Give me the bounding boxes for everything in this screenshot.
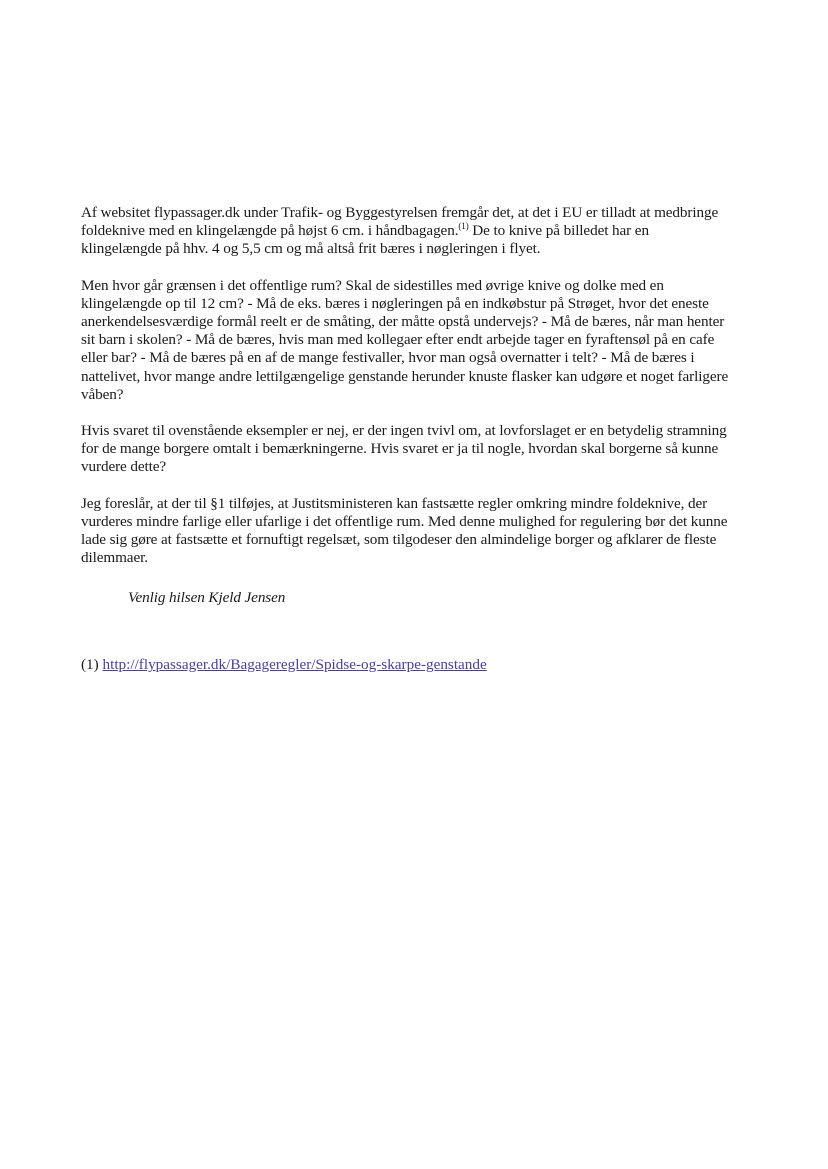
paragraph-1-text: Af websitet flypassager.dk under Trafik- og Byggestyrelsen fremgår det, at det i EU er tilladt at medbringe foldeknive med en klingelængde på højst 6 cm. i håndbagagen. — [81, 204, 719, 240]
paragraph-1-text-continued: De to knive på billedet har en klingelængde på hhv. 4 og 5,5 cm og må altså frit bæres i nøgleringen i flyet. — [81, 222, 649, 258]
footnote-marker: (1) — [81, 656, 99, 673]
footnote-reference[interactable]: (1) — [458, 221, 469, 232]
paragraph-2: Men hvor går grænsen i det offentlige rum? Skal de sidestilles med øvrige knive og dolke med en klingelængde op til 12 cm? - Må de eks. bæres i nøgleringen på en indkøbstur på Strøget, hvor det eneste anerkendelsesværdige formål reelt er de småting, der måtte opstå undervejs? - Må de bæres, når man henter sit barn i skolen? - Må de bæres, hvis man med kollegaer efter endt arbejde tager en fyraftensøl på en cafe eller bar? - Må de bæres på en af de mange festivaller, hvor man også overnatter i telt? - Må de bæres i nattelivet, hvor mange andre lettilgængelige genstande herunder knuste flasker kan udgøre et noget farligere våben? — [81, 276, 729, 403]
letter-body — [81, 204, 731, 608]
paragraph-3: Hvis svaret til ovenstående eksempler er nej, er der ingen tvivl om, at lovforslaget er en betydelig stramning for de mange borgere omtalt i bemærkningerne. Hvis svaret er ja til nogle, hvordan skal borgerne så kunne vurdere dette? — [81, 422, 727, 476]
footnote — [81, 656, 731, 674]
signature: Venlig hilsen Kjeld Jensen — [128, 589, 286, 607]
footnote-link[interactable]: http://flypassager.dk/Bagageregler/Spidse-og-skarpe-genstande — [102, 656, 487, 673]
paragraph-1 — [81, 204, 731, 259]
paragraph-4: Jeg foreslår, at der til §1 tilføjes, at Justitsministeren kan fastsætte regler omkring mindre foldeknive, der vurderes mindre farlige eller ufarlige i det offentlige rum. Med denne mulighed for regulering bør det kunne lade sig gøre at fastsætte et fornuftigt regelsæt, som tilgodeser den almindelige borger og afklarer de fleste dilemmaer. — [81, 494, 728, 567]
